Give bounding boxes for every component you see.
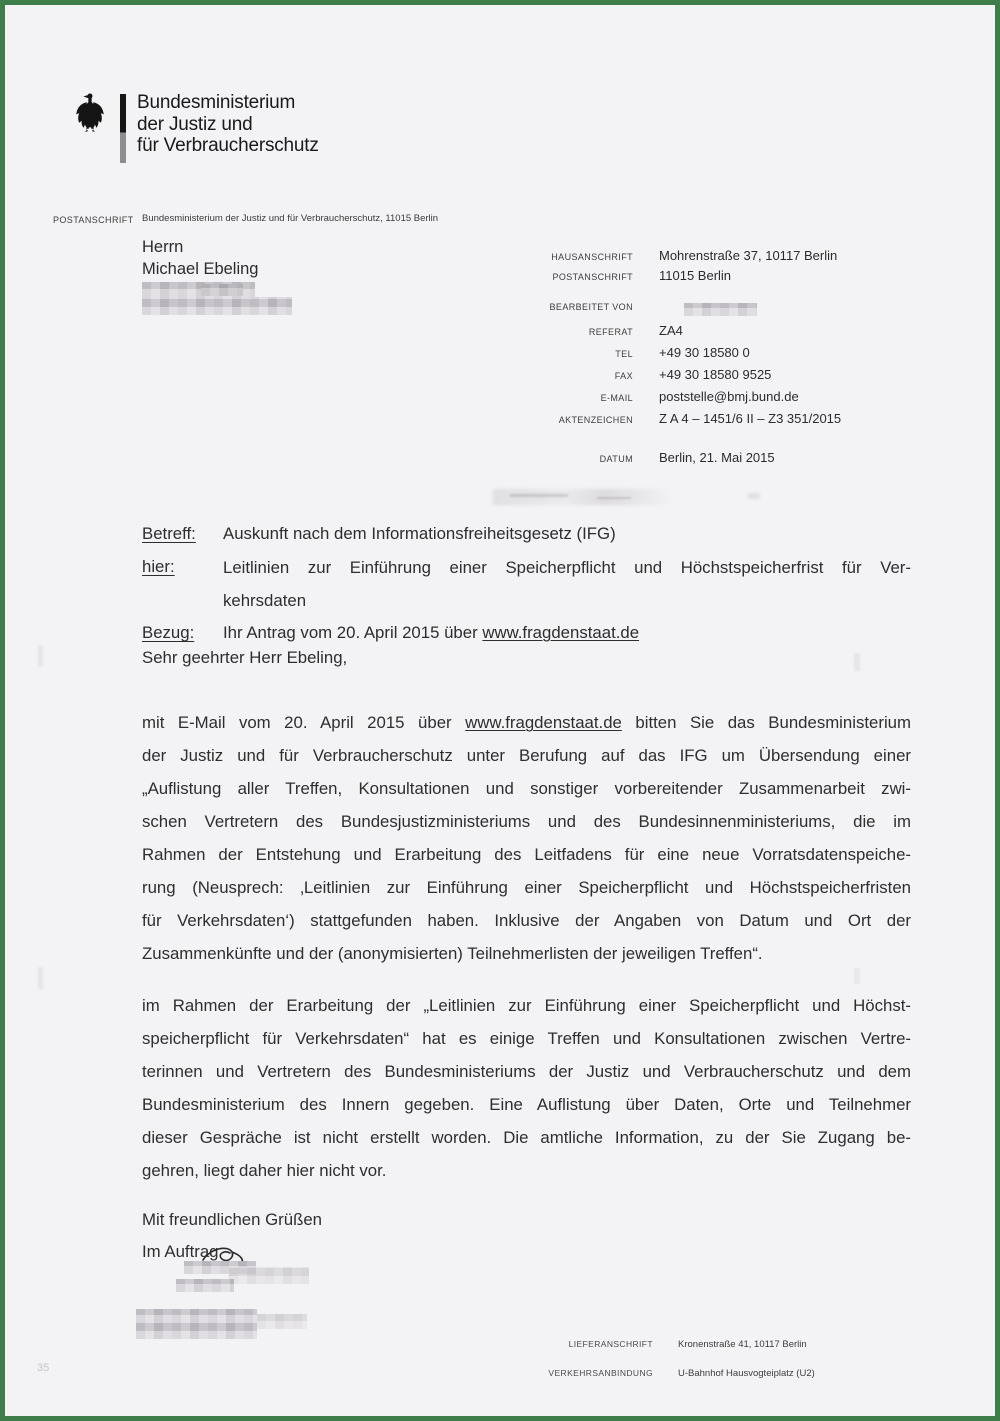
info-value: Z A 4 – 1451/6 II – Z3 351/2015 [659, 411, 842, 426]
info-value: +49 30 18580 9525 [659, 367, 772, 382]
bezug-prefix: Ihr Antrag vom 20. April 2015 über [223, 623, 483, 642]
redacted-signature [229, 1267, 309, 1284]
info-value: 11015 Berlin [659, 268, 732, 283]
text-line: Zusammenkünfte und der (anonymisierten) Teilnehmerlisten der jeweiligen Treffen“. [142, 944, 763, 963]
return-address-line: Bundesministerium der Justiz und für Verbraucherschutz, 11015 Berlin [142, 213, 439, 224]
info-row [445, 248, 925, 263]
info-row [445, 367, 925, 382]
text-span: bitten Sie das Bundesministerium [621, 713, 911, 732]
subject-label-betreff: Betreff: [142, 524, 196, 543]
text-line: „Auflistung aller Treffen, Konsultationen und sonstiger vorbereitender Zusammenarbeit zwi- [142, 779, 911, 798]
info-label: FAX [614, 371, 633, 381]
info-label: AKTENZEICHEN [558, 415, 633, 425]
hyperlink-text: www.fragdenstaat.de [465, 713, 622, 732]
scan-smudge [854, 968, 860, 984]
info-row [445, 450, 925, 465]
redacted-clerk-name [684, 303, 757, 316]
text-line: rung (Neusprech: ‚Leitlinien zur Einführung einer Speicherpflicht und Höchstspeicherfristen [142, 878, 911, 897]
text-line: kehrsdaten [223, 591, 307, 610]
info-row [445, 268, 925, 283]
footer-row [445, 1339, 965, 1350]
info-value: Mohrenstraße 37, 10117 Berlin [659, 248, 838, 263]
redacted-signer-name [136, 1309, 257, 1339]
return-address-label: POSTANSCHRIFT [53, 215, 134, 225]
footer-value: Kronenstraße 41, 10117 Berlin [678, 1339, 807, 1350]
scan-smudge [597, 497, 631, 499]
info-label: DATUM [599, 454, 633, 464]
text-span: mit E-Mail vom 20. April 2015 über [142, 713, 466, 732]
info-row [445, 411, 925, 426]
redacted-address-block [142, 297, 292, 315]
footer-label: LIEFERANSCHRIFT [568, 1339, 653, 1349]
subject-text-hier [223, 551, 911, 617]
body-paragraph-2 [142, 989, 911, 1187]
closing-greeting: Mit freundlichen Grüßen [142, 1210, 323, 1229]
info-label: REFERAT [588, 327, 633, 337]
recipient-name: Michael Ebeling [142, 260, 259, 278]
subject-text-betreff: Auskunft nach dem Informationsfreiheitsgesetz (IFG) [223, 524, 616, 543]
federal-eagle-icon [69, 91, 111, 137]
text-line: Bundesministerium des Innern gegeben. Eine Auflistung über Daten, Orte und Teilnehmer [142, 1095, 911, 1114]
footer-value: U-Bahnhof Hausvogteiplatz (U2) [678, 1368, 815, 1379]
redacted-signer-name [257, 1314, 307, 1329]
info-label: E-MAIL [600, 393, 633, 403]
info-value: Berlin, 21. Mai 2015 [659, 450, 775, 465]
page-margin-number: 35 [37, 1362, 50, 1374]
hyperlink-text: www.fragdenstaat.de [482, 623, 640, 642]
body-paragraph-1 [142, 706, 911, 970]
text-line: Leitlinien zur Einführung einer Speicherpflicht und Höchstspeicherfrist für Ver- [223, 558, 911, 577]
text-line: dieser Gespräche ist nicht erstellt worden. Die amtliche Information, zu der Sie Zugang be- [142, 1128, 911, 1147]
scan-smudge [38, 645, 43, 667]
info-label: POSTANSCHRIFT [552, 272, 633, 282]
info-label: BEARBEITET VON [549, 302, 633, 312]
ministry-name-line: für Verbraucherschutz [137, 135, 319, 156]
text-line: im Rahmen der Erarbeitung der „Leitlinien zur Einführung einer Speicherpflicht und Höchst- [142, 996, 911, 1015]
recipient-block [142, 236, 258, 280]
text-line: schen Vertretern des Bundesjustizministeriums und des Bundesinnenministeriums, die im [142, 812, 911, 831]
redacted-signature [176, 1279, 234, 1292]
subject-label-bezug: Bezug: [142, 623, 195, 642]
scan-smudge [748, 493, 760, 499]
info-row [445, 345, 925, 360]
letterhead-divider-bar [120, 94, 126, 163]
ministry-name [137, 92, 319, 157]
info-label: TEL [615, 349, 633, 359]
redacted-address-block [201, 284, 243, 296]
closing-im-auftrag: Im Auftrag [142, 1242, 219, 1261]
salutation: Sehr geehrter Herr Ebeling, [142, 648, 348, 667]
text-line: speicherpflicht für Verkehrsdaten“ hat es einige Treffen und Konsultationen zwischen Vertre- [142, 1029, 911, 1048]
scan-smudge [38, 967, 43, 989]
info-row [445, 389, 925, 404]
info-row [445, 323, 925, 338]
scan-smudge [493, 489, 673, 505]
text-line: gehren, liegt daher hier nicht vor. [142, 1161, 387, 1180]
scan-smudge [510, 494, 568, 497]
footer-row [445, 1368, 965, 1379]
recipient-salutation: Herrn [142, 238, 184, 256]
info-value: poststelle@bmj.bund.de [659, 389, 799, 404]
text-line: terinnen und Vertretern des Bundesministeriums der Justiz und Verbraucherschutz und dem [142, 1062, 911, 1081]
text-line: für Verkehrsdaten‘) stattgefunden haben. Inklusive der Angaben von Datum und Ort der [142, 911, 911, 930]
scan-smudge [854, 653, 860, 671]
ministry-name-line: Bundesministerium [137, 92, 296, 113]
info-value: ZA4 [659, 323, 683, 338]
subject-label-hier: hier: [142, 557, 175, 576]
footer-label: VERKEHRSANBINDUNG [548, 1368, 653, 1378]
info-label: HAUSANSCHRIFT [551, 252, 633, 262]
subject-text-bezug [223, 623, 639, 643]
info-value: +49 30 18580 0 [659, 345, 750, 360]
text-line: der Justiz und für Verbraucherschutz unter Berufung auf das IFG um Übersendung einer [142, 746, 911, 765]
text-line [142, 706, 911, 739]
text-line: Rahmen der Entstehung und Erarbeitung des Leitfadens für eine neue Vorratsdatenspeiche- [142, 845, 911, 864]
ministry-name-line: der Justiz und [137, 113, 253, 135]
